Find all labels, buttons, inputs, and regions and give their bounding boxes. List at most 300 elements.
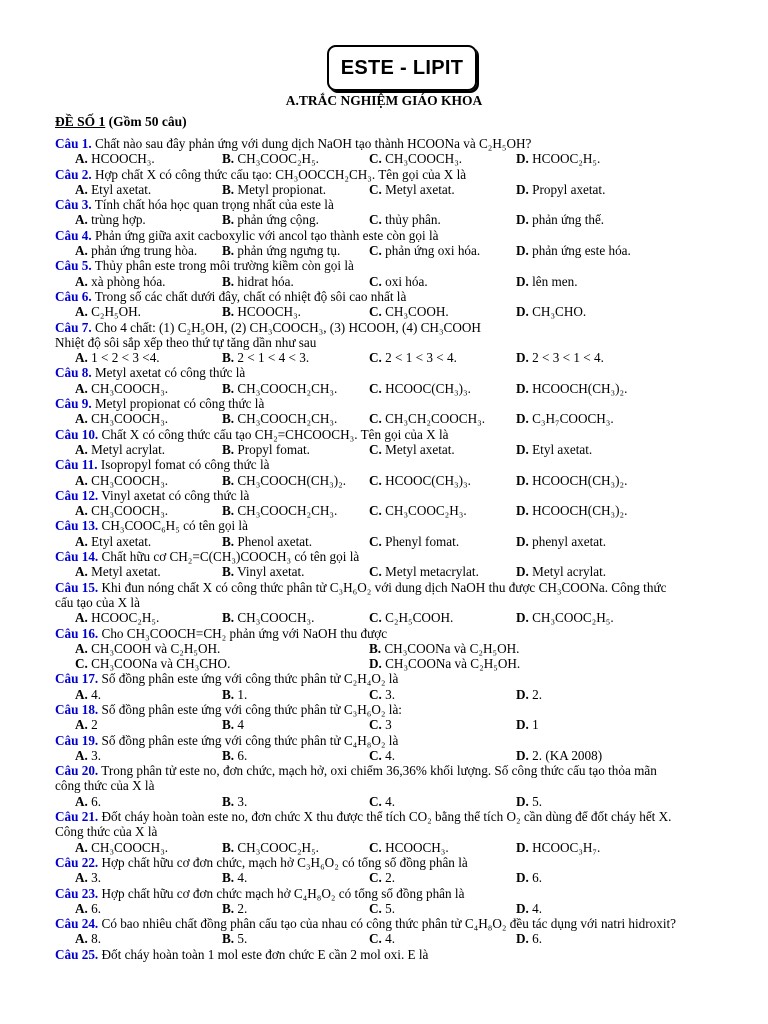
question-text-line — [55, 457, 755, 472]
option-label: D. — [516, 533, 529, 549]
option-label: D. — [516, 472, 529, 488]
question-text: Cho CH₃COOCH=CH₂ phản ứng với NaOH thu được — [101, 625, 388, 641]
question-text: Trong số các chất dưới đây, chất có nhiệt độ sôi cao nhất là — [94, 288, 407, 304]
answer-option — [369, 534, 516, 549]
option-text: CH₃COOCH₂CH₃. — [237, 411, 338, 427]
question-number: Câu 14. — [55, 549, 99, 565]
question-text-line — [55, 396, 755, 411]
option-text: 2 < 1 < 4 < 3. — [237, 350, 310, 366]
option-label: D. — [516, 747, 529, 763]
question-text: Phản ứng giữa axit cacboxylic với ancol tạo thành este còn gọi là — [94, 227, 439, 243]
answer-options-row — [55, 411, 755, 426]
answer-option — [516, 564, 663, 579]
answer-option — [369, 243, 516, 258]
question-item — [55, 258, 755, 289]
answer-option — [516, 687, 663, 702]
option-label: B. — [222, 212, 235, 228]
option-text: phenyl axetat. — [532, 533, 607, 549]
option-label: D. — [516, 610, 529, 626]
question-text: Metyl axetat có công thức là — [94, 365, 246, 381]
answer-option — [369, 610, 516, 625]
option-label: A. — [75, 472, 88, 488]
answer-option — [222, 564, 369, 579]
question-text-line — [55, 167, 755, 182]
answer-option — [222, 442, 369, 457]
option-text: Metyl axetat. — [385, 441, 455, 457]
option-label: D. — [516, 503, 529, 519]
question-text: Cho 4 chất: (1) C₂H₅OH, (2) CH₃COOCH₃, (3) HCOOH, (4) CH₃COOH — [94, 319, 481, 335]
answer-option — [369, 931, 516, 946]
answer-option — [369, 381, 516, 396]
answer-option — [222, 411, 369, 426]
option-label: A. — [75, 564, 88, 580]
question-item — [55, 947, 755, 962]
question-text-line — [55, 427, 755, 442]
answer-option — [222, 182, 369, 197]
option-text: 1. — [237, 686, 248, 702]
answer-option — [75, 212, 222, 227]
question-text-line — [55, 335, 755, 350]
option-label: A. — [75, 380, 88, 396]
option-label: A. — [75, 717, 88, 733]
answer-options-row — [55, 748, 755, 763]
option-text: 4. — [385, 793, 396, 809]
question-number: Câu 24. — [55, 916, 99, 932]
question-number: Câu 7. — [55, 319, 92, 335]
question-number: Câu 20. — [55, 763, 99, 779]
option-text: CH₃COOCH₂CH₃. — [237, 380, 338, 396]
answer-options-row — [55, 840, 755, 855]
option-text: Phenyl fomat. — [385, 533, 460, 549]
answer-options-row — [55, 931, 755, 946]
question-item — [55, 809, 755, 855]
option-text: phản ứng ngưng tụ. — [237, 243, 341, 259]
option-text: HCOOCH(CH₃)₂. — [532, 472, 628, 488]
option-text: CH₃COOH và C₂H₅OH. — [91, 640, 221, 656]
option-text: CH₃COOC₂H₅. — [237, 151, 319, 167]
option-label: A. — [75, 503, 88, 519]
option-label: D. — [516, 686, 529, 702]
option-label: B. — [222, 304, 235, 320]
option-label: C. — [369, 273, 382, 289]
question-text: Số đồng phân este ứng với công thức phân tử C₂H₄O₂ là — [101, 671, 399, 687]
option-label: D. — [516, 564, 529, 580]
option-text: Metyl axetat. — [385, 181, 455, 197]
answer-option — [222, 381, 369, 396]
option-label: B. — [222, 350, 235, 366]
option-text: Propyl fomat. — [237, 441, 310, 457]
option-text: CH₃COOC₂H₃. — [385, 503, 467, 519]
answer-options-row — [55, 687, 755, 702]
option-text: CH₃COOCH(CH₃)₂. — [237, 472, 347, 488]
option-label: C. — [369, 151, 382, 167]
answer-option — [75, 870, 222, 885]
question-text-line — [55, 778, 755, 793]
answer-option — [516, 840, 663, 855]
option-label: A. — [75, 870, 88, 886]
option-label: B. — [222, 870, 235, 886]
option-text: C₂H₅OH. — [91, 304, 141, 320]
answer-option — [222, 687, 369, 702]
answer-option — [369, 794, 516, 809]
option-text: lên men. — [532, 273, 578, 289]
option-text: CH₃COOCH₃. — [91, 503, 169, 519]
option-text: 8. — [91, 931, 102, 947]
question-item — [55, 289, 755, 320]
option-text: thủy phân. — [385, 212, 441, 228]
option-label: B. — [222, 533, 235, 549]
answer-option — [75, 304, 222, 319]
question-number: Câu 23. — [55, 885, 99, 901]
answer-option — [75, 151, 222, 166]
option-text: 6. — [91, 793, 102, 809]
question-item — [55, 518, 755, 549]
answer-option — [516, 212, 663, 227]
option-label: D. — [516, 900, 529, 916]
answer-option — [75, 687, 222, 702]
answer-option — [222, 151, 369, 166]
question-item — [55, 886, 755, 917]
answer-options-row — [55, 717, 755, 732]
question-item — [55, 626, 755, 672]
option-label: A. — [75, 411, 88, 427]
answer-option — [222, 748, 369, 763]
option-text: 4. — [91, 686, 102, 702]
answer-option — [222, 717, 369, 732]
question-text-line — [55, 197, 755, 212]
answer-option — [516, 901, 663, 916]
option-text: CH₃COOH. — [385, 304, 449, 320]
option-text: CH₃COOCH₃. — [91, 472, 169, 488]
option-label: B. — [222, 380, 235, 396]
option-text: CH₃COOCH₂CH₃. — [237, 503, 338, 519]
question-item — [55, 580, 755, 626]
question-item — [55, 197, 755, 228]
option-text: 3. — [91, 747, 102, 763]
question-text: Có bao nhiêu chất đồng phân cấu tạo của nhau có công thức phân tử C₄H₈O₂ đều tác dụng với natri hidroxit? — [101, 916, 677, 932]
question-number: Câu 8. — [55, 365, 92, 381]
option-text: 2. (KA 2008) — [532, 747, 603, 763]
question-item — [55, 488, 755, 519]
answer-option — [75, 182, 222, 197]
option-label: A. — [75, 686, 88, 702]
option-text: CH₃COOC₂H₅. — [237, 839, 319, 855]
option-text: Etyl axetat. — [91, 533, 152, 549]
option-text: HCOOC₂H₅. — [91, 610, 160, 626]
answer-option — [222, 243, 369, 258]
option-label: A. — [75, 533, 88, 549]
option-text: 2 < 3 < 1 < 4. — [532, 350, 604, 366]
question-item — [55, 167, 755, 198]
question-text-line — [55, 595, 755, 610]
option-label: A. — [75, 212, 88, 228]
option-label: C. — [369, 900, 382, 916]
option-text: 6. — [532, 931, 543, 947]
option-label: C. — [369, 686, 382, 702]
answer-option — [75, 534, 222, 549]
option-text: Metyl propionat. — [237, 181, 327, 197]
option-text: 2. — [532, 686, 543, 702]
option-label: C. — [369, 243, 382, 259]
answer-option — [75, 503, 222, 518]
answer-option — [516, 151, 663, 166]
question-text-line — [55, 671, 755, 686]
option-label: D. — [516, 181, 529, 197]
option-text: 3. — [91, 870, 102, 886]
option-label: D. — [516, 717, 529, 733]
option-text: phản ứng thế. — [532, 212, 605, 228]
option-text: HCOOCH₃. — [91, 151, 155, 167]
question-number: Câu 17. — [55, 671, 99, 687]
question-text-line — [55, 763, 755, 778]
question-number: Câu 11. — [55, 457, 98, 473]
answer-options-row — [55, 641, 755, 656]
question-text-line — [55, 809, 755, 824]
answer-options-row — [55, 503, 755, 518]
question-number: Câu 6. — [55, 288, 92, 304]
answer-options-row — [55, 304, 755, 319]
option-text: phản ứng este hóa. — [532, 243, 631, 259]
question-item — [55, 549, 755, 580]
question-text: Chất hữu cơ CH₂=C(CH₃)COOCH₃ có tên gọi là — [101, 549, 360, 565]
option-label: B. — [222, 931, 235, 947]
answer-options-row — [55, 182, 755, 197]
option-text: HCOOC₂H₅. — [532, 151, 601, 167]
answer-option — [75, 748, 222, 763]
answer-options-row — [55, 350, 755, 365]
question-number: Câu 5. — [55, 258, 92, 274]
answer-option — [75, 717, 222, 732]
option-text: oxi hóa. — [385, 273, 428, 289]
answer-option — [369, 901, 516, 916]
question-number: Câu 19. — [55, 732, 99, 748]
answer-option — [222, 534, 369, 549]
option-text: 6. — [91, 900, 102, 916]
option-label: A. — [75, 243, 88, 259]
answer-option — [516, 350, 663, 365]
question-text: Hợp chất hữu cơ đơn chức mạch hở C₄H₈O₂ có tổng số đồng phân là — [101, 885, 465, 901]
answer-option — [75, 901, 222, 916]
answer-option — [75, 610, 222, 625]
option-label: A. — [75, 441, 88, 457]
question-number: Câu 15. — [55, 579, 99, 595]
answer-option — [516, 870, 663, 885]
question-text-line — [55, 320, 755, 335]
answer-option — [369, 212, 516, 227]
option-text: Phenol axetat. — [237, 533, 313, 549]
section-subtitle: A.TRẮC NGHIỆM GIÁO KHOA — [285, 93, 483, 108]
option-label: C. — [369, 212, 382, 228]
option-text: 3 — [385, 717, 392, 733]
answer-option — [75, 641, 369, 656]
option-text: 1 — [532, 717, 539, 733]
option-text: Metyl metacrylat. — [385, 564, 479, 580]
option-label: C. — [369, 350, 382, 366]
answer-option — [369, 656, 663, 671]
question-text: Hợp chất X có công thức cấu tạo: CH₃OOCCH₂CH₃. Tên gọi của X là — [94, 166, 467, 182]
question-number: Câu 22. — [55, 854, 99, 870]
option-text: 4 — [237, 717, 244, 733]
option-text: hidrat hóa. — [237, 273, 294, 289]
option-text: CH₃COOCH₃. — [91, 411, 169, 427]
option-label: B. — [222, 839, 235, 855]
question-text: cấu tạo của X là — [55, 594, 140, 610]
answer-options-row — [55, 610, 755, 625]
option-text: 5. — [385, 900, 396, 916]
answer-option — [516, 503, 663, 518]
option-label: C. — [369, 793, 382, 809]
answer-option — [516, 381, 663, 396]
question-item — [55, 763, 755, 809]
answer-option — [516, 534, 663, 549]
answer-option — [369, 503, 516, 518]
option-text: Metyl acrylat. — [532, 564, 607, 580]
document-title: ESTE - LIPIT — [327, 45, 477, 91]
question-text-line — [55, 488, 755, 503]
option-label: B. — [222, 441, 235, 457]
option-text: CH₃COONa và C₂H₅OH. — [384, 640, 520, 656]
answer-options-row — [55, 243, 755, 258]
answer-option — [516, 304, 663, 319]
option-label: B. — [222, 717, 235, 733]
answer-option — [369, 182, 516, 197]
option-label: C. — [369, 931, 382, 947]
option-label: C. — [369, 610, 382, 626]
question-number: Câu 3. — [55, 197, 92, 213]
option-text: trùng hợp. — [91, 212, 146, 228]
option-label: B. — [222, 243, 235, 259]
answer-option — [516, 442, 663, 457]
answer-option — [369, 411, 516, 426]
option-label: B. — [222, 610, 235, 626]
question-number: Câu 9. — [55, 396, 92, 412]
option-text: Etyl axetat. — [532, 441, 593, 457]
option-label: B. — [222, 900, 235, 916]
exam-set-heading — [55, 114, 187, 130]
answer-option — [222, 840, 369, 855]
question-number: Câu 18. — [55, 701, 99, 717]
question-item — [55, 228, 755, 259]
question-number: Câu 1. — [55, 136, 92, 151]
option-label: D. — [516, 839, 529, 855]
answer-options-row — [55, 794, 755, 809]
option-text: 2. — [385, 870, 396, 886]
option-text: HCOOCH₃. — [385, 839, 449, 855]
option-text: 5. — [532, 793, 543, 809]
question-text: Isopropyl fomat có công thức là — [100, 457, 270, 473]
question-item — [55, 320, 755, 366]
option-label: D. — [516, 350, 529, 366]
answer-options-row — [55, 212, 755, 227]
option-text: Vinyl axetat. — [237, 564, 305, 580]
option-label: B. — [222, 564, 235, 580]
option-text: phản ứng trung hòa. — [91, 243, 198, 259]
answer-option — [516, 717, 663, 732]
option-text: HCOOC₃H₇. — [532, 839, 601, 855]
question-text-line — [55, 580, 755, 595]
question-text: Đốt cháy hoàn toàn este no, đơn chức X thu được thể tích CO₂ bằng thể tích O₂ cần dùng để đốt cháy hết X. — [101, 809, 672, 825]
answer-options-row — [55, 870, 755, 885]
option-label: C. — [369, 503, 382, 519]
option-label: B. — [222, 273, 235, 289]
answer-option — [369, 870, 516, 885]
answer-option — [222, 304, 369, 319]
option-text: 6. — [237, 747, 248, 763]
option-text: CH₃COONa và C₂H₅OH. — [385, 656, 521, 672]
option-label: B. — [222, 747, 235, 763]
answer-options-row — [55, 381, 755, 396]
option-label: D. — [516, 931, 529, 947]
option-label: A. — [75, 931, 88, 947]
option-label: B. — [222, 503, 235, 519]
question-item — [55, 365, 755, 396]
option-text: xà phòng hóa. — [91, 273, 166, 289]
option-text: 1 < 2 < 3 <4. — [91, 350, 160, 366]
question-list — [55, 136, 755, 962]
answer-option — [516, 931, 663, 946]
answer-option — [369, 473, 516, 488]
option-text: CH₃COONa và CH₃CHO. — [91, 656, 231, 672]
option-text: 4. — [385, 931, 396, 947]
answer-option — [75, 411, 222, 426]
question-text-line — [55, 365, 755, 380]
question-text: Chất nào sau đây phản ứng với dung dịch NaOH tạo thành HCOONa và C₂H₅OH? — [94, 136, 532, 151]
option-text: HCOOC(CH₃)₃. — [385, 472, 471, 488]
option-label: A. — [75, 350, 88, 366]
option-label: D. — [516, 212, 529, 228]
answer-options-row — [55, 274, 755, 289]
answer-options-row — [55, 564, 755, 579]
option-label: A. — [75, 273, 88, 289]
option-text: 4. — [385, 747, 396, 763]
answer-option — [516, 794, 663, 809]
option-label: C. — [369, 839, 382, 855]
option-label: B. — [222, 151, 235, 167]
question-text-line — [55, 549, 755, 564]
answer-option — [222, 473, 369, 488]
answer-option — [369, 304, 516, 319]
option-text: Propyl axetat. — [532, 181, 606, 197]
question-text: Công thức của X là — [55, 824, 158, 840]
option-text: HCOOCH₃. — [237, 304, 301, 320]
question-number: Câu 13. — [55, 518, 99, 534]
option-label: C. — [369, 747, 382, 763]
question-text: Đốt cháy hoàn toàn 1 mol este đơn chức E cần 2 mol oxi. E là — [101, 946, 429, 962]
option-text: HCOOC(CH₃)₃. — [385, 380, 471, 396]
option-text: 5. — [237, 931, 248, 947]
answer-option — [75, 274, 222, 289]
option-label: B. — [369, 640, 382, 656]
option-label: A. — [75, 304, 88, 320]
option-label: D. — [516, 380, 529, 396]
question-text-line — [55, 228, 755, 243]
option-text: CH₃COOCH₃. — [385, 151, 463, 167]
question-item — [55, 855, 755, 886]
option-label: C. — [369, 411, 382, 427]
option-label: C. — [369, 441, 382, 457]
question-text: Chất X có công thức cấu tạo CH₂=CHCOOCH₃. Tên gọi của X là — [101, 426, 449, 442]
question-text: Số đồng phân este ứng với công thức phân tử C₃H₆O₂ là: — [101, 701, 402, 717]
option-label: B. — [222, 793, 235, 809]
option-label: C. — [369, 564, 382, 580]
question-item — [55, 136, 755, 167]
answer-option — [75, 350, 222, 365]
answer-option — [222, 931, 369, 946]
option-label: D. — [516, 441, 529, 457]
option-text: CH₃CH₂COOCH₃. — [385, 411, 486, 427]
option-text: Metyl axetat. — [91, 564, 161, 580]
option-label: A. — [75, 793, 88, 809]
